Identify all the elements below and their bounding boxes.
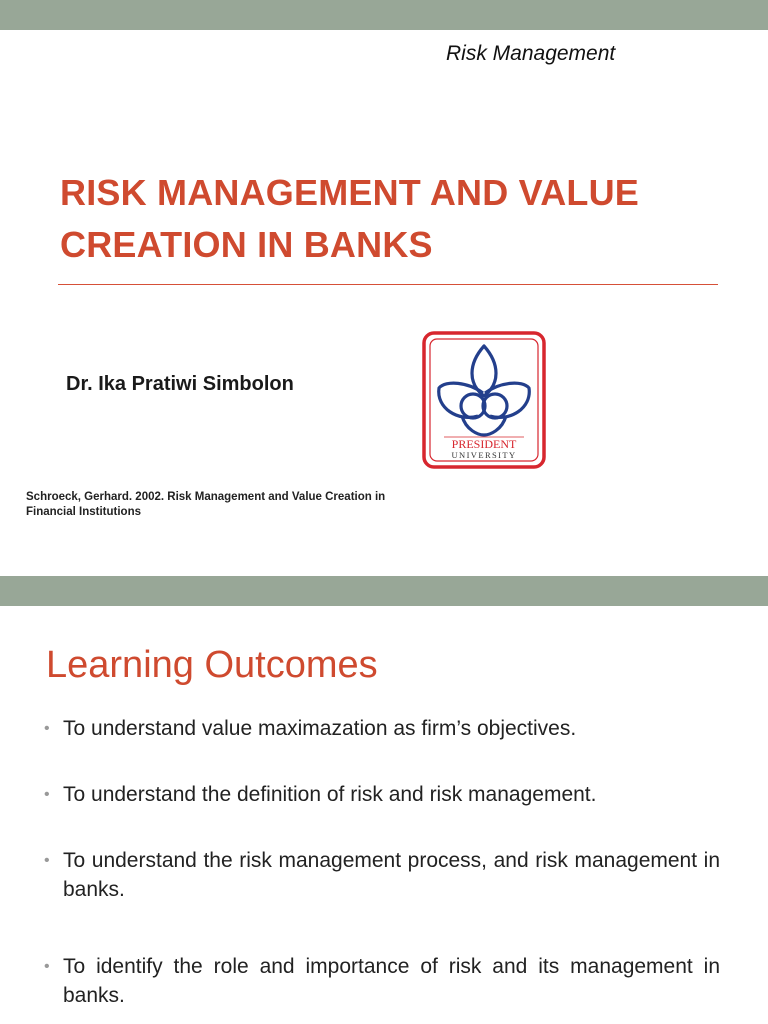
top-band xyxy=(0,0,768,30)
bullet-icon: • xyxy=(44,958,50,975)
learning-outcomes-title: Learning Outcomes xyxy=(46,644,378,686)
learning-outcomes-slide xyxy=(0,606,768,1024)
author-name: Dr. Ika Pratiwi Simbolon xyxy=(66,373,294,395)
title-slide xyxy=(0,30,768,576)
slide-title: RISK MANAGEMENT AND VALUE CREATION IN BANKS xyxy=(60,172,639,265)
outcome-text: To understand the risk management process, and risk management in banks. xyxy=(63,849,720,901)
list-item xyxy=(44,714,720,743)
list-item xyxy=(44,952,720,1010)
outcome-text: To understand value maximazation as firm’s objectives. xyxy=(63,717,577,740)
list-item xyxy=(44,780,720,809)
bullet-icon: • xyxy=(44,786,50,803)
slide-separator-band xyxy=(0,576,768,606)
outcome-text: To identify the role and importance of risk and its management in banks. xyxy=(63,955,720,1007)
lotus-logo-icon xyxy=(420,330,548,470)
bullet-icon: • xyxy=(44,852,50,869)
outcome-text: To understand the definition of risk and risk management. xyxy=(63,783,597,806)
reference-citation: Schroeck, Gerhard. 2002. Risk Management and Value Creation in Financial Institutions xyxy=(26,491,386,518)
university-logo xyxy=(420,330,548,470)
logo-line1: PRESIDENT xyxy=(451,437,517,451)
title-divider xyxy=(58,284,718,285)
logo-line2: UNIVERSITY xyxy=(451,450,517,460)
slide-header: Risk Management xyxy=(446,42,616,65)
bullet-icon: • xyxy=(44,720,50,737)
outcomes-list xyxy=(44,714,720,1010)
list-item xyxy=(44,846,720,904)
